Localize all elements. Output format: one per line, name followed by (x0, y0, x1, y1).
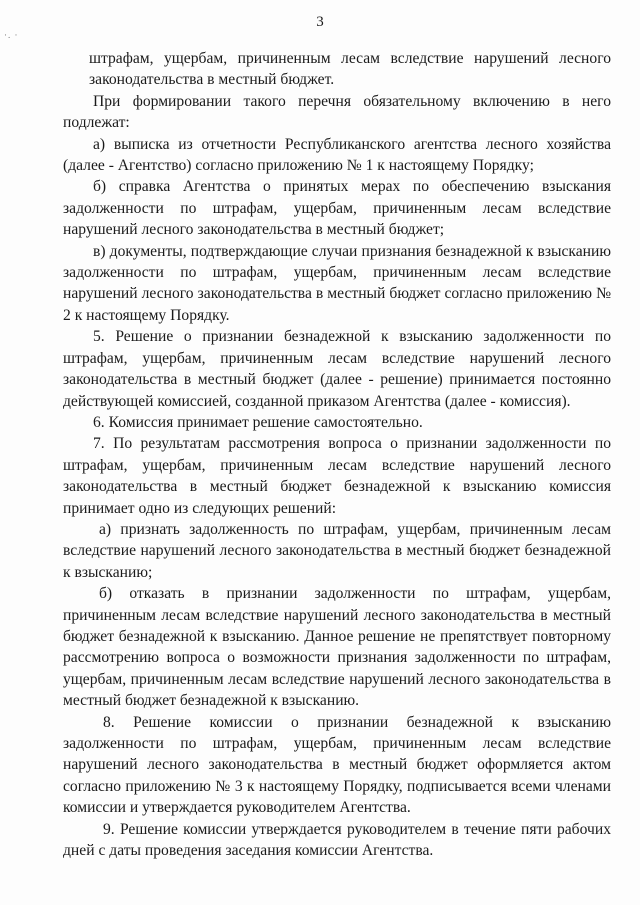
clause-6: 6. Комиссия принимает решение самостоятельно. (93, 413, 423, 431)
clause-9: 9. Решение комиссии утверждается руководителем в течение пяти рабочих дней с даты проведения заседания комиссии Агентства. (63, 820, 611, 860)
list-item-b: б) справка Агентства о принятых мерах по обеспечению взыскания задолженности по штрафам, ущербам, причиненным лесам вследствие нарушений лесного законодательства в местный бюджет; (63, 178, 611, 239)
list-item-c: в) документы, подтверждающие случаи признания безнадежной к взысканию задолженности по штрафам, ущербам, причиненным лесам вследствие нарушений лесного законодательства в местный бюджет согласно приложению № 2 к настоящему Порядку. (63, 242, 611, 324)
list-item-a: а) выписка из отчетности Республиканского агентства лесного хозяйства (далее - Агентство) согласно приложению № 1 к настоящему Порядку; (63, 135, 611, 175)
document-body (63, 48, 611, 861)
paragraph-list-intro: При формировании такого перечня обязательному включению в него подлежат: (63, 92, 611, 132)
page-number: 3 (316, 14, 324, 30)
clause-7: 7. По результатам рассмотрения вопроса о признании задолженности по штрафам, ущербам, причиненным лесам вследствие нарушений лесного законодательства в местный бюджет безнадежной к взысканию комиссия принимает одно из следующих решений: (63, 435, 611, 517)
clause-7-option-a: а) признать задолженность по штрафам, ущербам, причиненным лесам вследствие нарушений лесного законодательства в местный бюджет безнадежной к взысканию; (63, 520, 611, 581)
clause-8: 8. Решение комиссии о признании безнадежной к взысканию задолженности по штрафам, ущербам, причиненным лесам вследствие нарушений лесного законодательства в местный бюджет оформляется актом согласно приложению № 3 к настоящему Порядку, подписывается всеми членами комиссии и утверждается руководителем Агентства. (63, 713, 611, 817)
scan-artifact: ·. · (4, 30, 19, 40)
paragraph-continuation: штрафам, ущербам, причиненным лесам вследствие нарушений лесного законодательства в местный бюджет. (89, 50, 611, 89)
clause-5: 5. Решение о признании безнадежной к взысканию задолженности по штрафам, ущербам, причиненным лесам вследствие нарушений лесного законодательства в местный бюджет (далее - решение) принимается постоянно действующей комиссией, созданной приказом Агентства (далее - комиссия). (63, 328, 611, 410)
clause-7-option-b: б) отказать в признании задолженности по штрафам, ущербам, причиненным лесам вследствие нарушений лесного законодательства в местный бюджет безнадежной к взысканию. Данное решение не препятствует повторному рассмотрению вопроса о возможности признания задолженности по штрафам, ущербам, причиненным лесам вследствие нарушений лесного законодательства в местный бюджет безнадежной к взысканию. (63, 585, 611, 710)
